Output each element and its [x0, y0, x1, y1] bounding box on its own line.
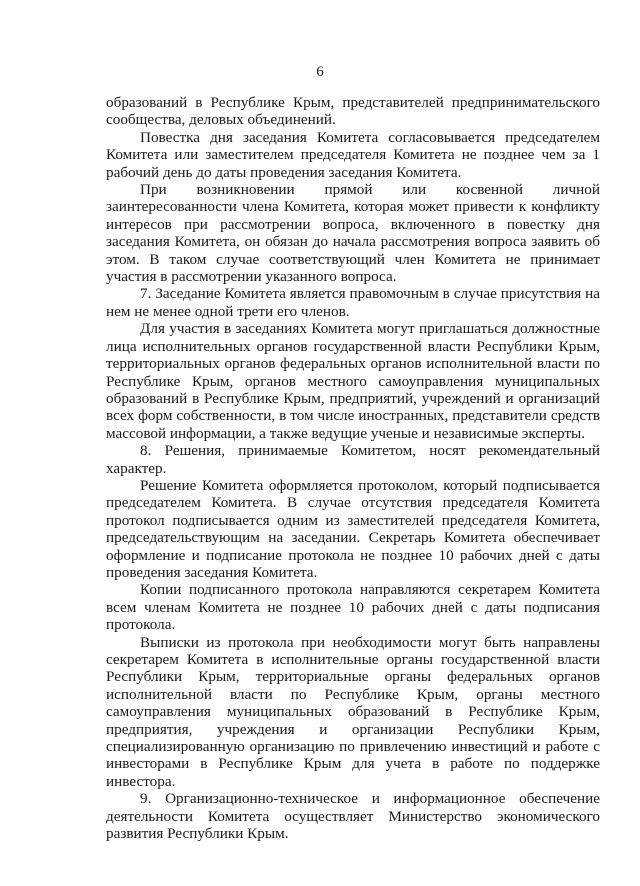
- paragraph: 9. Организационно-техническое и информационное обеспечение деятельности Комитета осуществляет Министерство экономического развития Республики Крым.: [106, 790, 600, 843]
- paragraph: Для участия в заседаниях Комитета могут приглашаться должностные лица исполнительных органов государственной власти Республики Крым, территориальных органов федеральных органов исполнительной власти по Республике Крым, органов местного самоуправления муниципальных образований в Республике Крым, предприятий, учреждений и организаций всех форм собственности, в том числе иностранных, представители средств массовой информации, а также ведущие ученые и независимые эксперты.: [106, 320, 600, 442]
- paragraph: 7. Заседание Комитета является правомочным в случае присутствия на нем не менее одной трети его членов.: [106, 285, 600, 320]
- paragraph: образований в Республике Крым, представителей предпринимательского сообщества, деловых объединений.: [106, 94, 600, 129]
- paragraph: Повестка дня заседания Комитета согласовывается председателем Комитета или заместителем председателя Комитета не позднее чем за 1 рабочий день до даты проведения заседания Комитета.: [106, 128, 600, 181]
- page-number: 6: [316, 64, 324, 80]
- paragraph: При возникновении прямой или косвенной личной заинтересованности члена Комитета, которая может привести к конфликту интересов при рассмотрении вопроса, включенного в повестку дня заседания Комитета, он обязан до начала рассмотрения вопроса заявить об этом. В таком случае соответствующий член Комитета не принимает участия в рассмотрении указанного вопроса.: [106, 181, 600, 286]
- document-body: [106, 94, 600, 842]
- paragraph: Решение Комитета оформляется протоколом, который подписывается председателем Комитета. В случае отсутствия председателя Комитета протокол подписывается одним из заместителей председателя Комитета, председательствующим на заседании. Секретарь Комитета обеспечивает оформление и подписание протокола не позднее 10 рабочих дней с даты проведения заседания Комитета.: [106, 476, 600, 581]
- paragraph: Копии подписанного протокола направляются секретарем Комитета всем членам Комитета не позднее 10 рабочих дней с даты подписания протокола.: [106, 581, 600, 634]
- paragraph: 8. Решения, принимаемые Комитетом, носят рекомендательный характер.: [106, 442, 600, 477]
- paragraph: Выписки из протокола при необходимости могут быть направлены секретарем Комитета в исполнительные органы государственной власти Республики Крым, территориальные органы федеральных органов исполнительной власти по Республике Крым, органы местного самоуправления муниципальных образований в Республике Крым, предприятия, учреждения и организации Республики Крым, специализированную организацию по привлечению инвестиций и работе с инвесторами в Республике Крым для учета в работе по поддержке инвестора.: [106, 633, 600, 790]
